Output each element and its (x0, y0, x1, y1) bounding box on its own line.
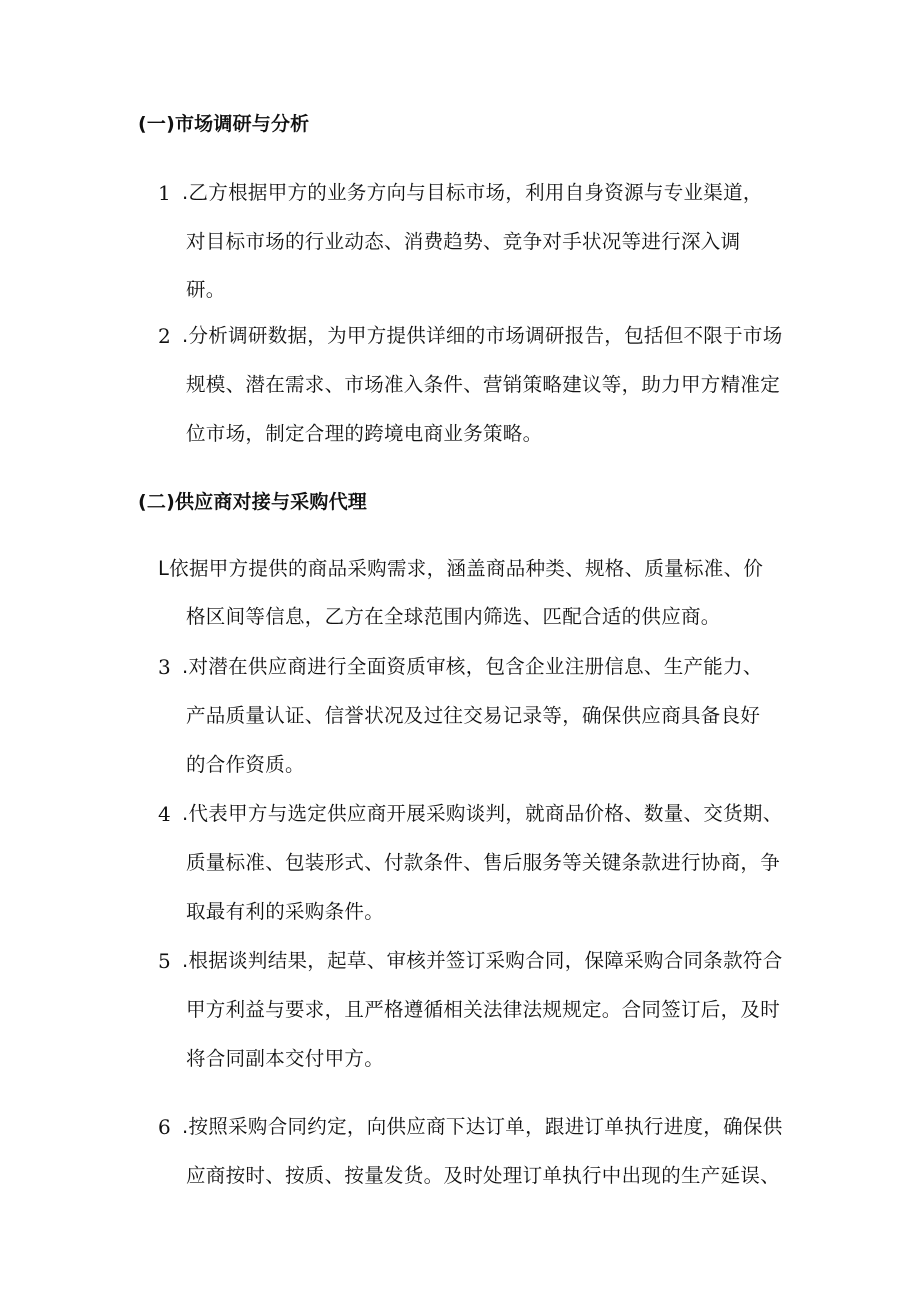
item-number: 6 (158, 1115, 171, 1139)
item-line: .代表甲方与选定供应商开展采购谈判，就商品价格、数量、交货期、 (182, 802, 783, 825)
item-line: 取最有利的采购条件。 (186, 900, 385, 923)
item-line: 产品质量认证、信誉状况及过往交易记录等，确保供应商具备良好 (186, 704, 761, 727)
item-number: 5 (158, 949, 171, 973)
item-number: 3 (158, 655, 171, 679)
item-number: 1 (158, 181, 171, 205)
item-line: 位市场，制定合理的跨境电商业务策略。 (186, 422, 543, 445)
item-number: 4 (158, 802, 171, 826)
item-number: 2 (158, 324, 171, 348)
item-line: 质量标准、包装形式、付款条件、售后服务等关键条款进行协商，争 (186, 851, 781, 874)
item-line: .分析调研数据，为甲方提供详细的市场调研报告，包括但不限于市场 (182, 324, 783, 347)
item-line: 研。 (186, 278, 226, 301)
section-heading-supplier-procurement: (二)供应商对接与采购代理 (138, 491, 367, 513)
item-line: .乙方根据甲方的业务方向与目标市场，利用自身资源与专业渠道， (182, 181, 763, 204)
item-line: L依据甲方提供的商品采购需求，涵盖商品种类、规格、质量标准、价 (158, 557, 764, 580)
item-line: 应商按时、按质、按量发货。及时处理订单执行中出现的生产延误、 (186, 1164, 781, 1187)
item-line: 规模、潜在需求、市场准入条件、营销策略建议等，助力甲方精准定 (186, 373, 781, 396)
item-line: .根据谈判结果，起草、审核并签订采购合同，保障采购合同条款符合 (182, 949, 783, 972)
item-line: 甲方利益与要求，且严格遵循相关法律法规规定。合同签订后，及时 (186, 998, 781, 1021)
item-line: .按照采购合同约定，向供应商下达订单，跟进订单执行进度，确保供 (182, 1115, 783, 1138)
item-line: 的合作资质。 (186, 753, 305, 776)
item-line: 对目标市场的行业动态、消费趋势、竞争对手状况等进行深入调 (186, 230, 741, 253)
item-line: 将合同副本交付甲方。 (186, 1047, 385, 1070)
item-line: .对潜在供应商进行全面资质审核，包含企业注册信息、生产能力、 (182, 655, 763, 678)
section-heading-market-research: (一)市场调研与分析 (138, 113, 310, 135)
item-line: 格区间等信息，乙方在全球范围内筛选、匹配合适的供应商。 (186, 605, 721, 628)
